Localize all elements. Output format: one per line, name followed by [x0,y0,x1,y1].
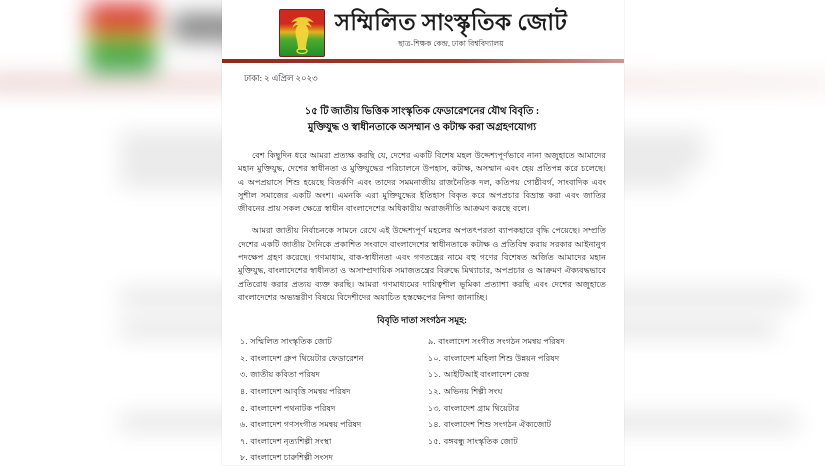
body-paragraph: বেশ কিছুদিন ধরে আমরা প্রত্যক্ষ করছি যে, দেশের একটি বিশেষ মহল উদ্দেশ্যপূর্ণভাবে নানা অজুহাতে আমাদের মহান মুক্তিযুদ্ধ, দেশের স্বাধীনতা ও মুক্তিযুদ্ধের পরিচালনে উপহাস, কটাক্ষ, অসম্মান এবং হেয় প্রতিপন্ন করে চলেছে। এ অপপ্রয়াসে শিশু হয়েছে বিতর্কণি এবং তাদের সমমনাজীয় রাজনৈতিক দল, কতিপয় গোষ্ঠীবর্গ, সাংবাদিক এবং সুশীল সমাজের একটি অংশ। এমনকি এরা মুক্তিযুদ্ধের ইতিহাস বিকৃত করে অপপ্রচার বিভ্রান্ত করা এবং জাতির জীবনের প্রায় সকল ক্ষেত্রে স্বাধীন বাংলাদেশের অধিকারীয় অরাজনীতি আক্রমণ করছে বলে। [238,151,606,214]
list-item-number: ৬. [240,420,248,430]
backdrop-logo [88,3,157,72]
list-item [240,338,416,347]
list-item [428,421,604,430]
signatory-list-heading: বিবৃতি দাতা সংগঠন সমূহ: [377,315,467,326]
list-item [428,438,604,447]
dateline: ঢাকা: ২ এপ্রিল ২০২৩ [244,73,318,83]
list-item-label: জাতীয় কবিতা পরিষদ [250,370,320,380]
list-item [240,454,416,463]
list-item-label: বাংলাদেশ নৃত্যশিল্পী সংস্থা [250,436,332,446]
list-item [240,355,416,364]
list-item-number: ৫. [240,403,248,413]
list-item [428,338,604,347]
list-item [240,371,416,380]
brand-block [335,11,567,51]
list-item [240,405,416,414]
list-item-number: ১১. [428,370,441,380]
list-item-label: অভিনয় শিল্পী সংঘ [443,386,503,396]
list-item-number: ২. [240,353,248,363]
list-item [240,438,416,447]
signatory-column-right [416,338,604,465]
list-item-label: বাংলাদেশ গ্রুপ থিয়েটার ফেডারেশন [250,353,364,363]
signatory-column-left [240,338,416,465]
list-item-label: বঙ্গবন্ধু সাংস্কৃতিক জোট [443,436,518,446]
list-item-label: আইটিআই বাংলাদেশ কেন্দ্র [443,370,530,380]
list-item [428,405,604,414]
list-item-number: ৪. [240,386,248,396]
list-item-label: বাংলাদেশ পথনাটক পরিষদ [250,403,336,413]
document-body [222,58,624,465]
organization-name: সম্মিলিত সাংস্কৃতিক জোট [334,10,568,35]
list-item-number: ১৪. [428,420,441,430]
list-item-number: ১৫. [428,436,441,446]
list-item-label: বাংলাদেশ গ্রাম থিয়েটার [443,403,520,413]
list-item-number: ৯. [428,337,436,347]
list-item-label: সম্মিলিত সাংস্কৃতিক জোট [250,337,332,347]
headline-line-2: মুক্তিযুদ্ধ ও স্বাধীনতাকে অসম্মান ও কটাক্ষ করা অগ্রহণযোগ্য [307,121,537,133]
list-item-number: ৩. [240,370,248,380]
signatory-lists [238,338,606,465]
organization-logo-icon [279,9,325,57]
list-item-number: ৭. [240,436,248,446]
masthead-divider [222,59,624,63]
organization-tagline: ছাত্র-শিক্ষক কেন্দ্র, ঢাকা বিশ্ববিদ্যালয় [398,39,504,49]
document-sheet [222,0,624,465]
list-item-label: বাংলাদেশ সংগীত সংগঠন সমন্বয় পরিষদ [438,337,565,347]
list-item-label: বাংলাদেশ গণসংগীত সমন্বয় পরিষদ [250,420,362,430]
list-item-number: ১৩. [428,403,441,413]
list-item-label: বাংলাদেশ আবৃত্তি সমন্বয় পরিষদ [250,386,351,396]
list-item [428,388,604,397]
headline [238,104,606,135]
headline-line-1: ১৫ টি জাতীয় ভিত্তিক সাংস্কৃতিক ফেডারেশনের যৌথ বিবৃতি : [304,106,540,117]
list-item [240,388,416,397]
list-item [240,421,416,430]
list-item [428,371,604,380]
list-item-label: বাংলাদেশ চারুশিল্পী সংসদ [250,453,333,463]
document-masthead [222,0,624,58]
list-item-number: ৮. [240,453,248,463]
list-item [428,355,604,364]
list-item-number: ১. [240,337,248,347]
body-paragraph: আমরা জাতীয় নির্বাচনকে সামনে রেখে এই উদ্দেশ্যপূর্ণ মহলের অপতৎপরতা ব্যাপকহারে বৃদ্ধি পেয়েছে। সম্প্রতি দেশের একটি জাতীয় দৈনিকে প্রকাশিত সংবাদে বাংলাদেশের স্বাধীনতাকে কটাক্ষ ও প্রতিবিম্ব করায় সরকার আইনানুগ পদক্ষেপ গ্রহণ করেছে। গণমাধ্যম, বাক-স্বাধীনতা এবং গণতন্ত্রের নামে বহু গণের বিশেষত অর্জিত আমাদের মহান মুক্তিযুদ্ধ, বাংলাদেশের স্বাধীনতা ও অসাম্প্রদায়িক সমাজতন্ত্রের বিরুদ্ধে মিথ্যাচার, অপপ্রচার ও আক্রমণ ঐক্যবদ্ধভাবে প্রতিরোধ করার প্রত্যয় ব্যক্ত করছি। আমরা গণমাধ্যমের দায়িত্বশীল ভূমিকা প্রত্যাশা করছি এবং দেশের অজুহাতে বাংলাদেশের অভ্যন্তরীণ বিষয়ে বিদেশীদের অযাচিত হস্তক্ষেপের নিন্দা জানাচ্ছি। [238,226,606,302]
list-item-number: ১২. [428,386,441,396]
list-item-label: বাংলাদেশ শিশু সংগঠন ঐক্যজোট [443,420,552,430]
list-item-number: ১০. [428,353,441,363]
list-item-label: বাংলাদেশ মহিলা শিশু উন্নয়ন পরিষদ [443,353,560,363]
